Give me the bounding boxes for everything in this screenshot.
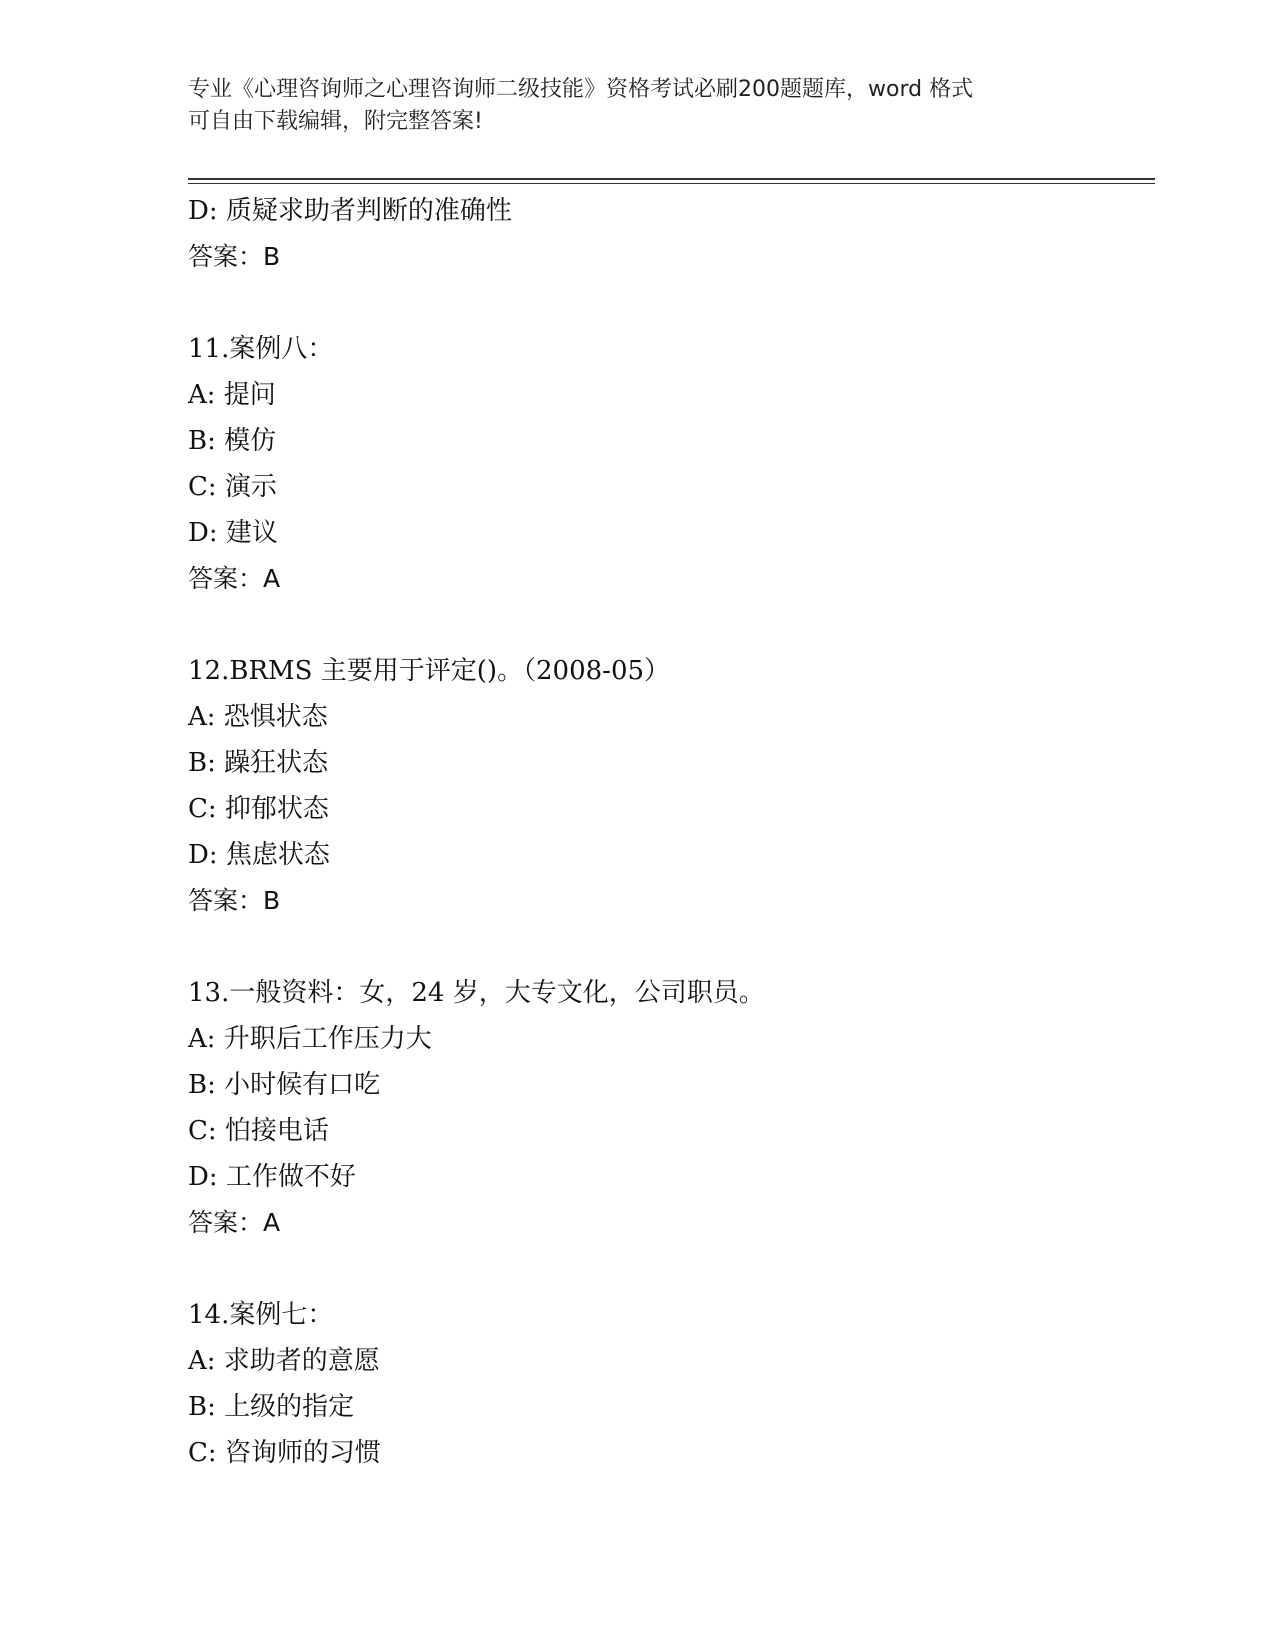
answer-line: 答案：B bbox=[188, 886, 281, 915]
spacer bbox=[188, 280, 1148, 326]
option-d: D: 质疑求助者判断的准确性 bbox=[188, 196, 512, 226]
option-d: D: 焦虑状态 bbox=[188, 840, 330, 870]
option-a: A: 提问 bbox=[188, 380, 276, 410]
option-a: A: 求助者的意愿 bbox=[188, 1346, 380, 1376]
answer-line: 答案：A bbox=[188, 564, 281, 593]
header-line-1: 专业《心理咨询师之心理咨询师二级技能》资格考试必刷200题题库，word 格式 bbox=[188, 77, 974, 102]
option-c: C: 抑郁状态 bbox=[188, 794, 329, 824]
option-c: C: 演示 bbox=[188, 472, 277, 502]
header-divider bbox=[188, 178, 1155, 180]
option-b: B: 小时候有口吃 bbox=[188, 1070, 381, 1100]
document-header bbox=[188, 74, 1088, 138]
answer-line: 答案：A bbox=[188, 1208, 281, 1237]
question-stem: 11.案例八： bbox=[188, 334, 334, 364]
option-c: C: 咨询师的习惯 bbox=[188, 1438, 381, 1468]
question-list bbox=[188, 188, 1148, 1476]
option-b: B: 上级的指定 bbox=[188, 1392, 355, 1422]
question-stem: 14.案例七： bbox=[188, 1300, 334, 1330]
option-a: A: 恐惧状态 bbox=[188, 702, 328, 732]
answer-line: 答案：B bbox=[188, 242, 281, 271]
header-line-2: 可自由下载编辑，附完整答案! bbox=[188, 109, 483, 134]
question-stem: 13.一般资料：女，24 岁，大专文化，公司职员。 bbox=[188, 978, 765, 1008]
spacer bbox=[188, 602, 1148, 648]
option-b: B: 躁狂状态 bbox=[188, 748, 329, 778]
option-b: B: 模仿 bbox=[188, 426, 277, 456]
option-c: C: 怕接电话 bbox=[188, 1116, 329, 1146]
question-stem: 12.BRMS 主要用于评定()。（2008-05） bbox=[188, 656, 671, 686]
option-a: A: 升职后工作压力大 bbox=[188, 1024, 432, 1054]
option-d: D: 工作做不好 bbox=[188, 1162, 356, 1192]
spacer bbox=[188, 924, 1148, 970]
spacer bbox=[188, 1246, 1148, 1292]
header-divider-thin bbox=[188, 183, 1155, 184]
option-d: D: 建议 bbox=[188, 518, 278, 548]
